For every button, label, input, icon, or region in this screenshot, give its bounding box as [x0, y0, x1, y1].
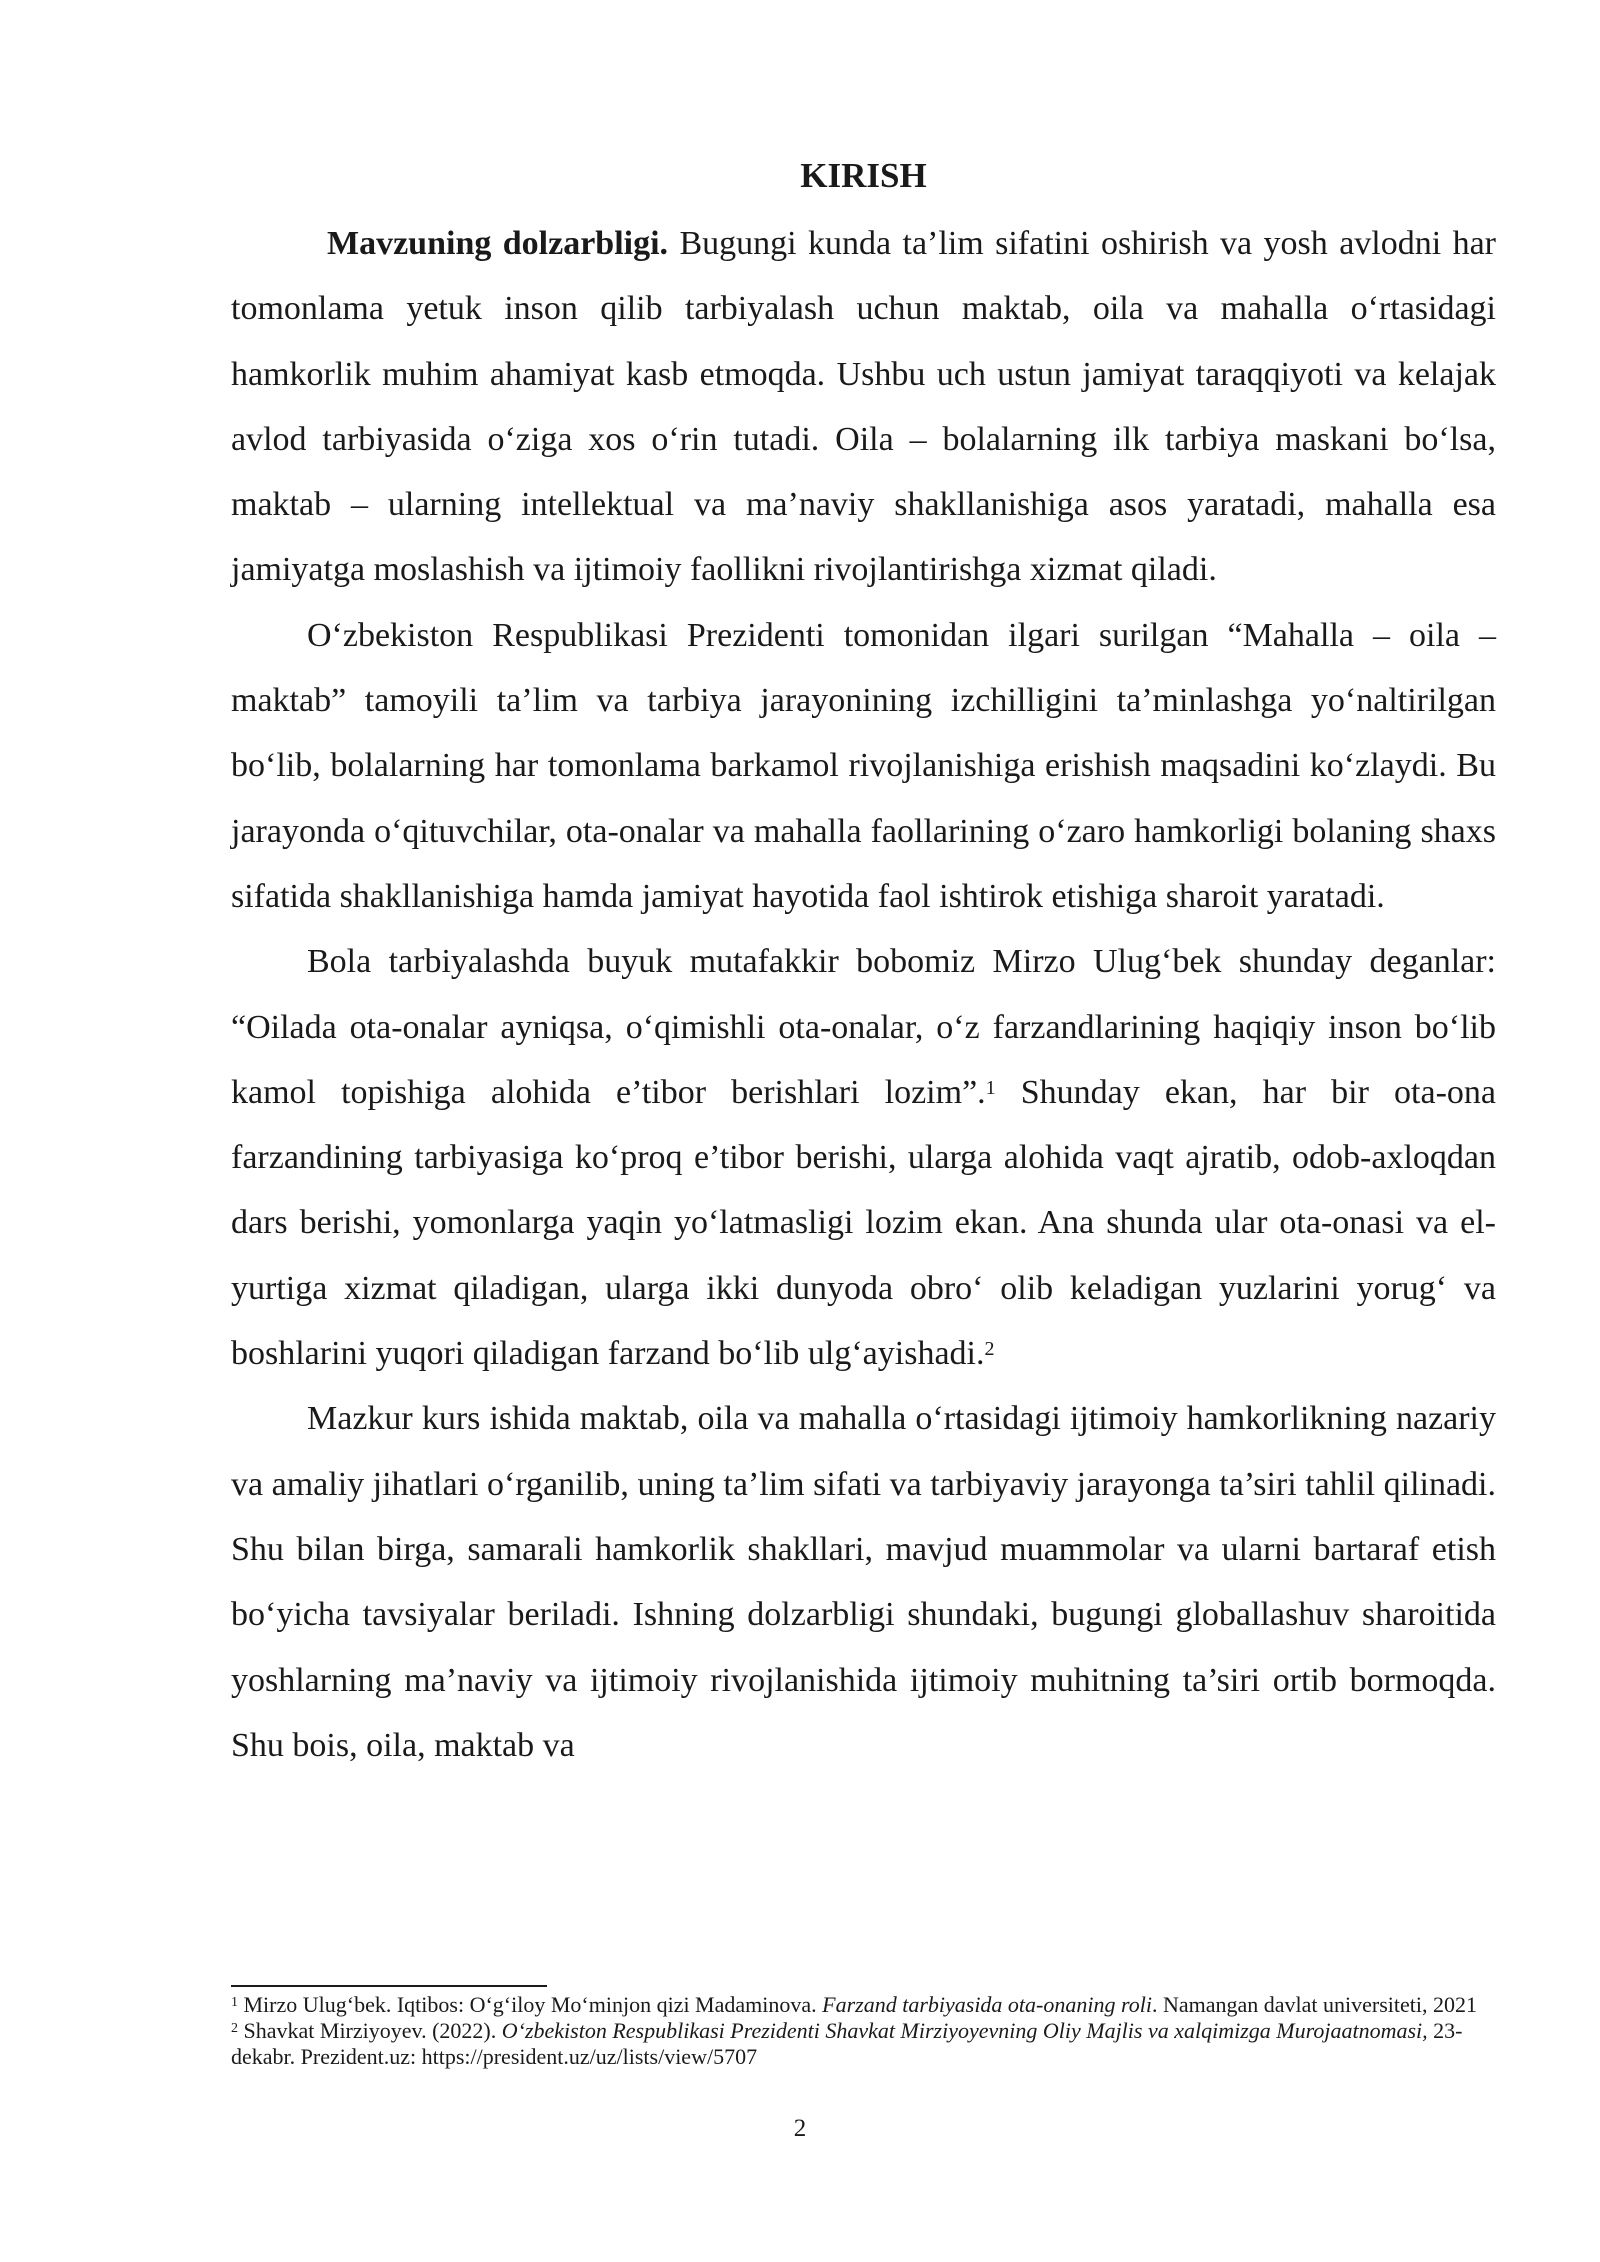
footnote-title: O‘zbekiston Respublikasi Prezidenti Shavkat Mirziyoyevning Oliy Majlis va xalqimizga Murojaatnomasi, — [501, 2018, 1428, 2043]
paragraph-text: Bugungi kunda ta’lim sifatini oshirish va yosh avlodni har tomonlama yetuk inson qilib tarbiyalash uchun maktab, oila va mahalla o‘rtasidagi hamkorlik muhim ahamiyat kasb etmoqda. Ushbu uch ustun jamiyat taraqqiyoti va kelajak avlod tarbiyasida o‘ziga xos o‘rin tutadi. Oila – bolalarning ilk tarbiya maskani bo‘lsa, maktab – ularning intellektual va ma’naviy shakllanishiga asos yaratadi, mahalla esa jamiyatga moslashish va ijtimoiy faollikni rivojlantirishga xizmat qiladi. — [231, 225, 1497, 589]
section-heading: KIRISH — [800, 156, 927, 195]
footnotes — [231, 1992, 1496, 2070]
body-text — [231, 211, 1496, 1778]
footnote-title: Farzand tarbiyasida ota-onaning roli — [822, 1992, 1152, 2017]
footnote-text: Mirzo Ulug‘bek. Iqtibos: O‘g‘iloy Mo‘minjon qizi Madaminova. — [238, 1992, 823, 2017]
paragraph-course-work — [231, 1386, 1496, 1778]
page-number: 2 — [793, 2115, 807, 2142]
paragraph-text: Shunday ekan, har bir ota-ona farzandining tarbiyasiga ko‘proq e’tibor berishi, ularga alohida vaqt ajratib, odob-axloqdan dars berishi, yomonlarga yaqin yo‘latmasligi lozim ekan. Ana shunda ular ota-onasi va el-yurtiga xizmat qiladigan, ularga ikki dunyoda obro‘ olib keladigan yuzlarini yorug‘ va boshlarini yuqori qiladigan farzand bo‘lib ulg‘ayishadi. — [231, 1073, 1496, 1373]
footnote-1 — [231, 1992, 1496, 2018]
footnote-mark: 2 — [231, 2021, 238, 2036]
footnote-ref-2[interactable]: 2 — [984, 1338, 995, 1361]
footnote-text: . Namangan davlat universiteti, 2021 — [1151, 1992, 1477, 2017]
paragraph-text: Mazkur kurs ishida maktab, oila va mahalla o‘rtasidagi ijtimoiy hamkorlikning nazariy va amaliy jihatlari o‘rganilib, uning ta’lim sifati va tarbiyaviy jarayonga ta’siri tahlil qilinadi. Shu bilan birga, samarali hamkorlik shakllari, mavjud muammolar va ularni bartaraf etish bo‘yicha tavsiyalar beriladi. Ishning dolzarbligi shundaki, bugungi globallashuv sharoitida yoshlarning ma’naviy va ijtimoiy rivojlanishida ijtimoiy muhitning ta’siri ortib bormoqda. Shu bois, oila, maktab va — [231, 1400, 1496, 1764]
footnote-mark: 1 — [231, 1995, 238, 2010]
paragraph-text: O‘zbekiston Respublikasi Prezidenti tomonidan ilgari surilgan “Mahalla – oila – maktab” tamoyili ta’lim va tarbiya jarayonining izchilligini ta’minlashga yo‘naltirilgan bo‘lib, bolalarning har tomonlama barkamol rivojlanishiga erishish maqsadini ko‘zlaydi. Bu jarayonda o‘qituvchilar, ota-onalar va mahalla faollarining o‘zaro hamkorligi bolaning shaxs sifatida shakllanishiga hamda jamiyat hayotida faol ishtirok etishiga sharoit yaratadi. — [231, 616, 1496, 915]
footnote-ref-1[interactable]: 1 — [985, 1076, 996, 1099]
paragraph-principle — [231, 603, 1496, 929]
footnote-text: 23-dekabr. Prezident.uz: https://president.uz/uz/lists/view/5707 — [231, 2018, 1463, 2069]
paragraph-text: Bola tarbiyalashda buyuk mutafakkir bobomiz Mirzo Ulug‘bek shunday deganlar: “Oilada ota-onalar ayniqsa, o‘qimishli ota-onalar, o‘z farzandlarining haqiqiy inson bo‘lib kamol topishiga alohida e’tibor berishlari lozim”. — [231, 943, 1496, 1111]
paragraph-quote — [231, 929, 1496, 1386]
footnote-2 — [231, 2018, 1496, 2070]
footnote-separator — [231, 1985, 547, 1987]
paragraph-relevance — [231, 211, 1496, 603]
footnote-text: Shavkat Mirziyoyev. (2022). — [238, 2018, 502, 2043]
paragraph-lead: Mavzuning dolzarbligi. — [327, 225, 669, 262]
